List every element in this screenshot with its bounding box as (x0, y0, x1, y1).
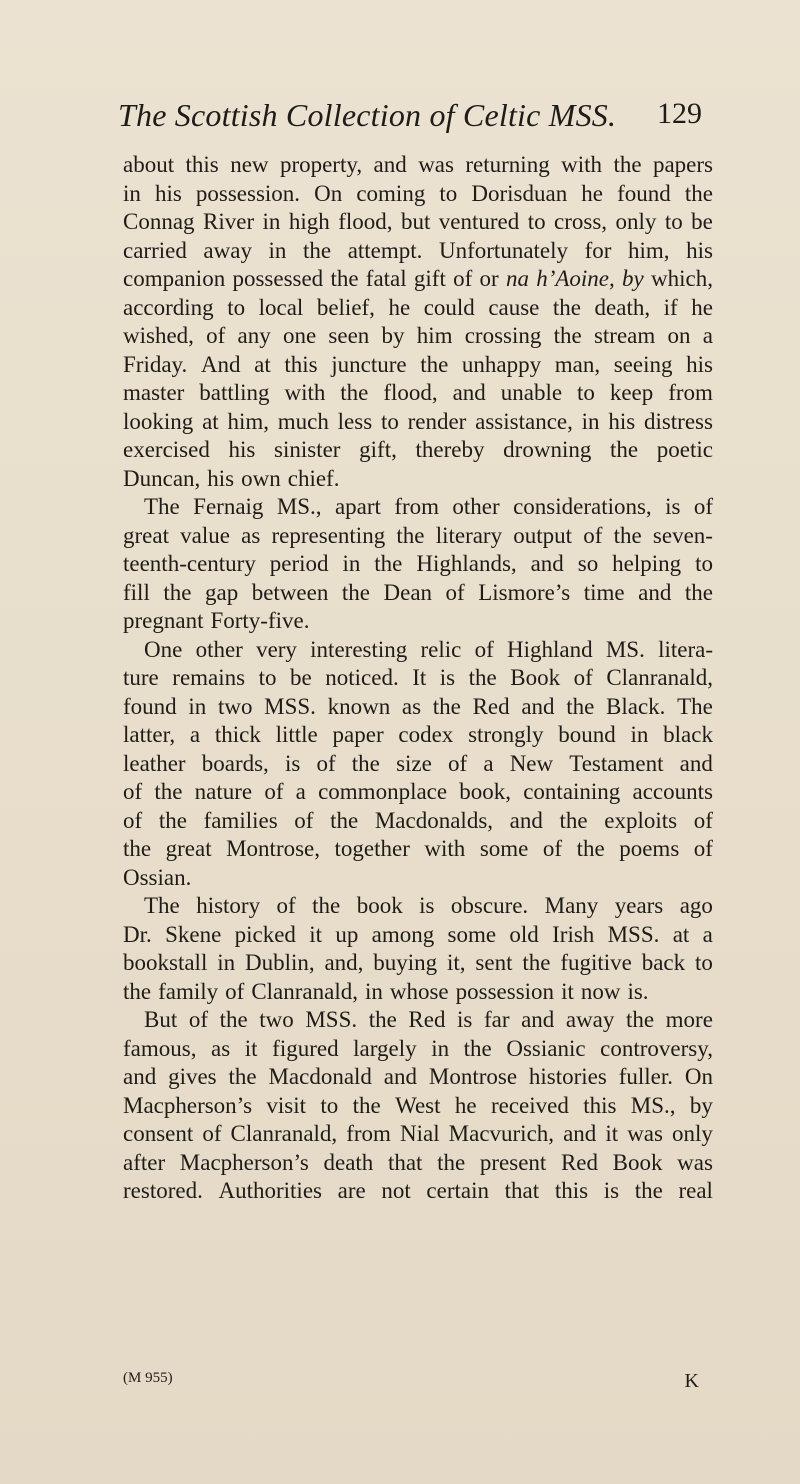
text-line: pregnant Forty-five. (123, 608, 310, 633)
text-line: great value as representing the literary output of the seven- (123, 522, 713, 548)
text-line: leather boards, is of the size of a New Testament and (123, 750, 713, 776)
text-line: The Fernaig MS., apart from other considerations, is of (144, 494, 713, 519)
text-line: in his possession. On coming to Dorisduan he found the (123, 180, 713, 206)
text-line: master battling with the flood, and unable to keep from (123, 380, 713, 405)
text-line: famous, as it figured largely in the Ossianic controversy, (123, 1035, 713, 1061)
text-line: But of the two MSS. the Red is far and away the more (144, 1007, 713, 1032)
signature-letter: K (684, 1370, 699, 1392)
text-line: ture remains to be noticed. It is the Book of Clanranald, (123, 665, 713, 690)
text-line: found in two MSS. known as the Red and the Black. The (123, 693, 713, 719)
text-line: One other very interesting relic of Highland MS. litera- (144, 636, 713, 662)
text-line: about this new property, and was returning with the papers (123, 152, 713, 177)
text-line: exercised his sinister gift, thereby drowning the poetic (123, 437, 713, 462)
text-line: fill the gap between the Dean of Lismore’s time and the (123, 579, 713, 605)
text-line: Friday. And at this juncture the unhappy man, seeing his (123, 351, 713, 377)
text-line: restored. Authorities are not certain that this is the real (123, 1178, 713, 1203)
text-line: companion possessed the fatal gift of or na h’Aoine, by which, (123, 266, 713, 291)
text-line: The history of the book is obscure. Many years ago (144, 893, 713, 918)
text-line: Dr. Skene picked it up among some old Irish MSS. at a (123, 921, 713, 947)
running-head (118, 97, 702, 137)
text-line: Ossian. (123, 864, 192, 890)
text-line: Duncan, his own chief. (123, 465, 340, 491)
text-line: the great Montrose, together with some of the poems of (123, 836, 713, 861)
text-line: wished, of any one seen by him crossing the stream on a (123, 323, 713, 348)
running-head-title: The Scottish Collection of Celtic MSS. (118, 97, 617, 133)
text-line: after Macpherson’s death that the present Red Book was (123, 1149, 713, 1175)
text-line: teenth-century period in the Highlands, and so helping to (123, 551, 713, 576)
text-line: bookstall in Dublin, and, buying it, sent the fugitive back to (123, 950, 713, 975)
text-line: the family of Clanranald, in whose possession it now is. (123, 978, 649, 1004)
text-line: of the families of the Macdonalds, and the exploits of (123, 807, 713, 833)
text-line: carried away in the attempt. Unfortunately for him, his (123, 237, 713, 263)
body-text (123, 151, 713, 1206)
text-line: Connag River in high flood, but ventured to cross, only to be (123, 209, 713, 234)
text-line: consent of Clanranald, from Nial Macvurich, and it was only (123, 1121, 713, 1146)
text-line: latter, a thick little paper codex strongly bound in black (123, 722, 713, 747)
text-line: of the nature of a commonplace book, containing accounts (123, 779, 713, 804)
page-footer (123, 1370, 713, 1394)
text-line: Macpherson’s visit to the West he received this MS., by (123, 1092, 713, 1118)
text-line: and gives the Macdonald and Montrose histories fuller. On (123, 1064, 713, 1089)
text-line: according to local belief, he could cause the death, if he (123, 294, 713, 320)
text-line: looking at him, much less to render assistance, in his distress (123, 408, 713, 434)
page-number: 129 (657, 97, 702, 130)
printer-signature-mark: (M 955) (123, 1370, 173, 1386)
